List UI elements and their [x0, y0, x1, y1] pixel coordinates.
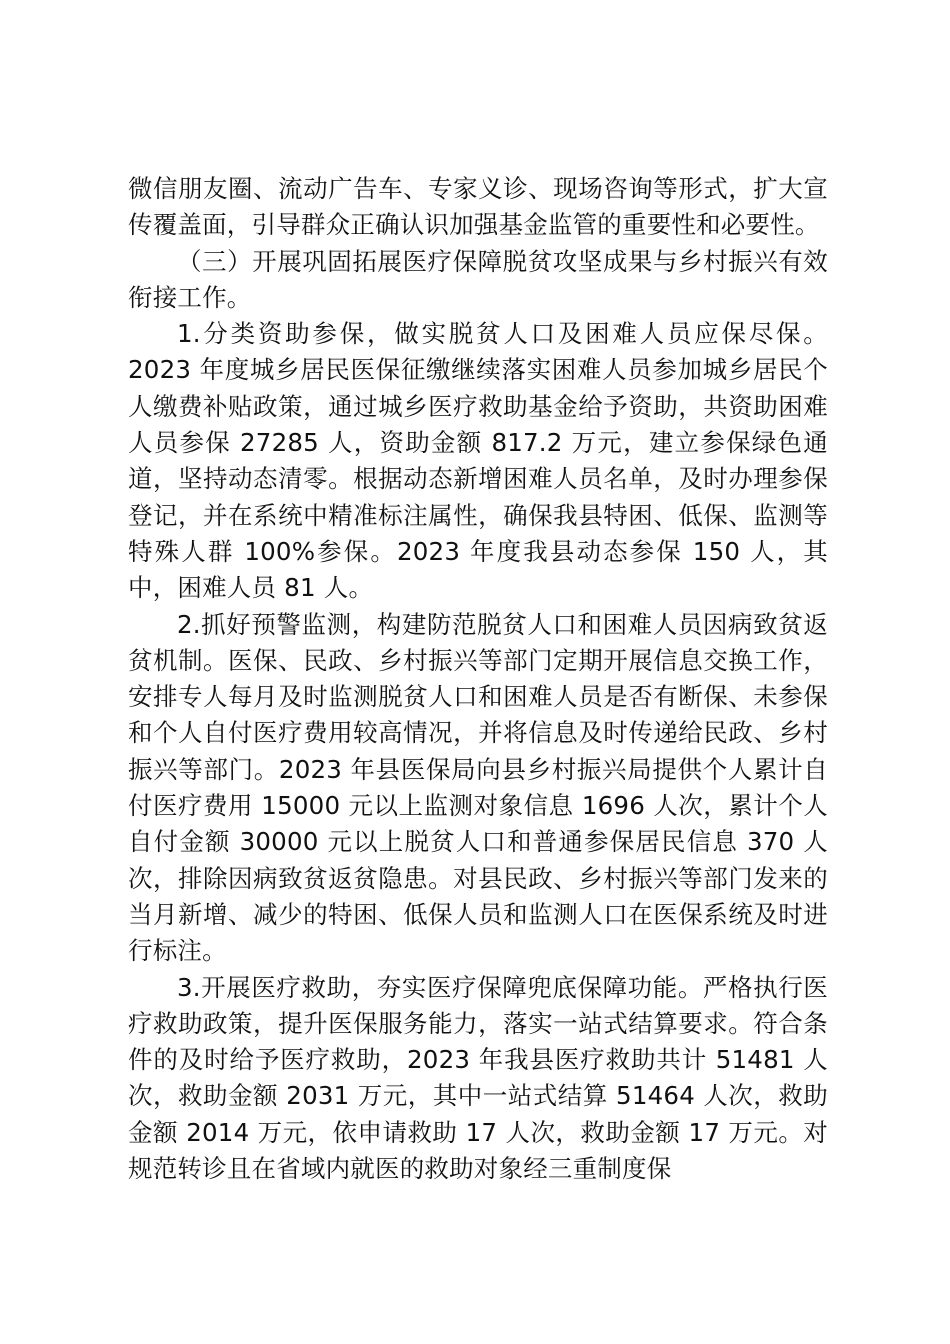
paragraph-continuation: 微信朋友圈、流动广告车、专家义诊、现场咨询等形式，扩大宣传覆盖面，引导群众正确认识加强基金监管的重要性和必要性。: [128, 174, 828, 240]
paragraph-item-1: 1.分类资助参保，做实脱贫人口及困难人员应保尽保。2023 年度城乡居民医保征缴继续落实困难人员参加城乡居民个人缴费补贴政策，通过城乡医疗救助基金给予资助，共资助困难人员参保 27285 人，资助金额 817.2 万元，建立参保绿色通道，坚持动态清零。根据动态新增困难人员名单，及时办理参保登记，并在系统中精准标注属性，确保我县特困、低保、监测等特殊人群 100%参保。2023 年度我县动态参保 150 人，其中，困难人员 81 人。: [128, 319, 828, 603]
paragraph-item-2: 2.抓好预警监测，构建防范脱贫人口和困难人员因病致贫返贫机制。医保、民政、乡村振兴等部门定期开展信息交换工作，安排专人每月及时监测脱贫人口和困难人员是否有断保、未参保和个人自付医疗费用较高情况，并将信息及时传递给民政、乡村振兴等部门。2023 年县医保局向县乡村振兴局提供个人累计自付医疗费用 15000 元以上监测对象信息 1696 人次，累计个人自付金额 30000 元以上脱贫人口和普通参保居民信息 370 人次，排除因病致贫返贫隐患。对县民政、乡村振兴等部门发来的当月新增、减少的特困、低保人员和监测人口在医保系统及时进行标注。: [128, 609, 828, 966]
paragraph-item-3: 3.开展医疗救助，夯实医疗保障兜底保障功能。严格执行医疗救助政策，提升医保服务能力，落实一站式结算要求。符合条件的及时给予医疗救助，2023 年我县医疗救助共计 51481 人次，救助金额 2031 万元，其中一站式结算 51464 人次，救助金额 2014 万元，依申请救助 17 人次，救助金额 17 万元。对规范转诊且在省域内就医的救助对象经三重制度保: [128, 972, 828, 1184]
document-body: [128, 171, 828, 1187]
section-heading: （三）开展巩固拓展医疗保障脱贫攻坚成果与乡村振兴有效衔接工作。: [128, 246, 828, 312]
